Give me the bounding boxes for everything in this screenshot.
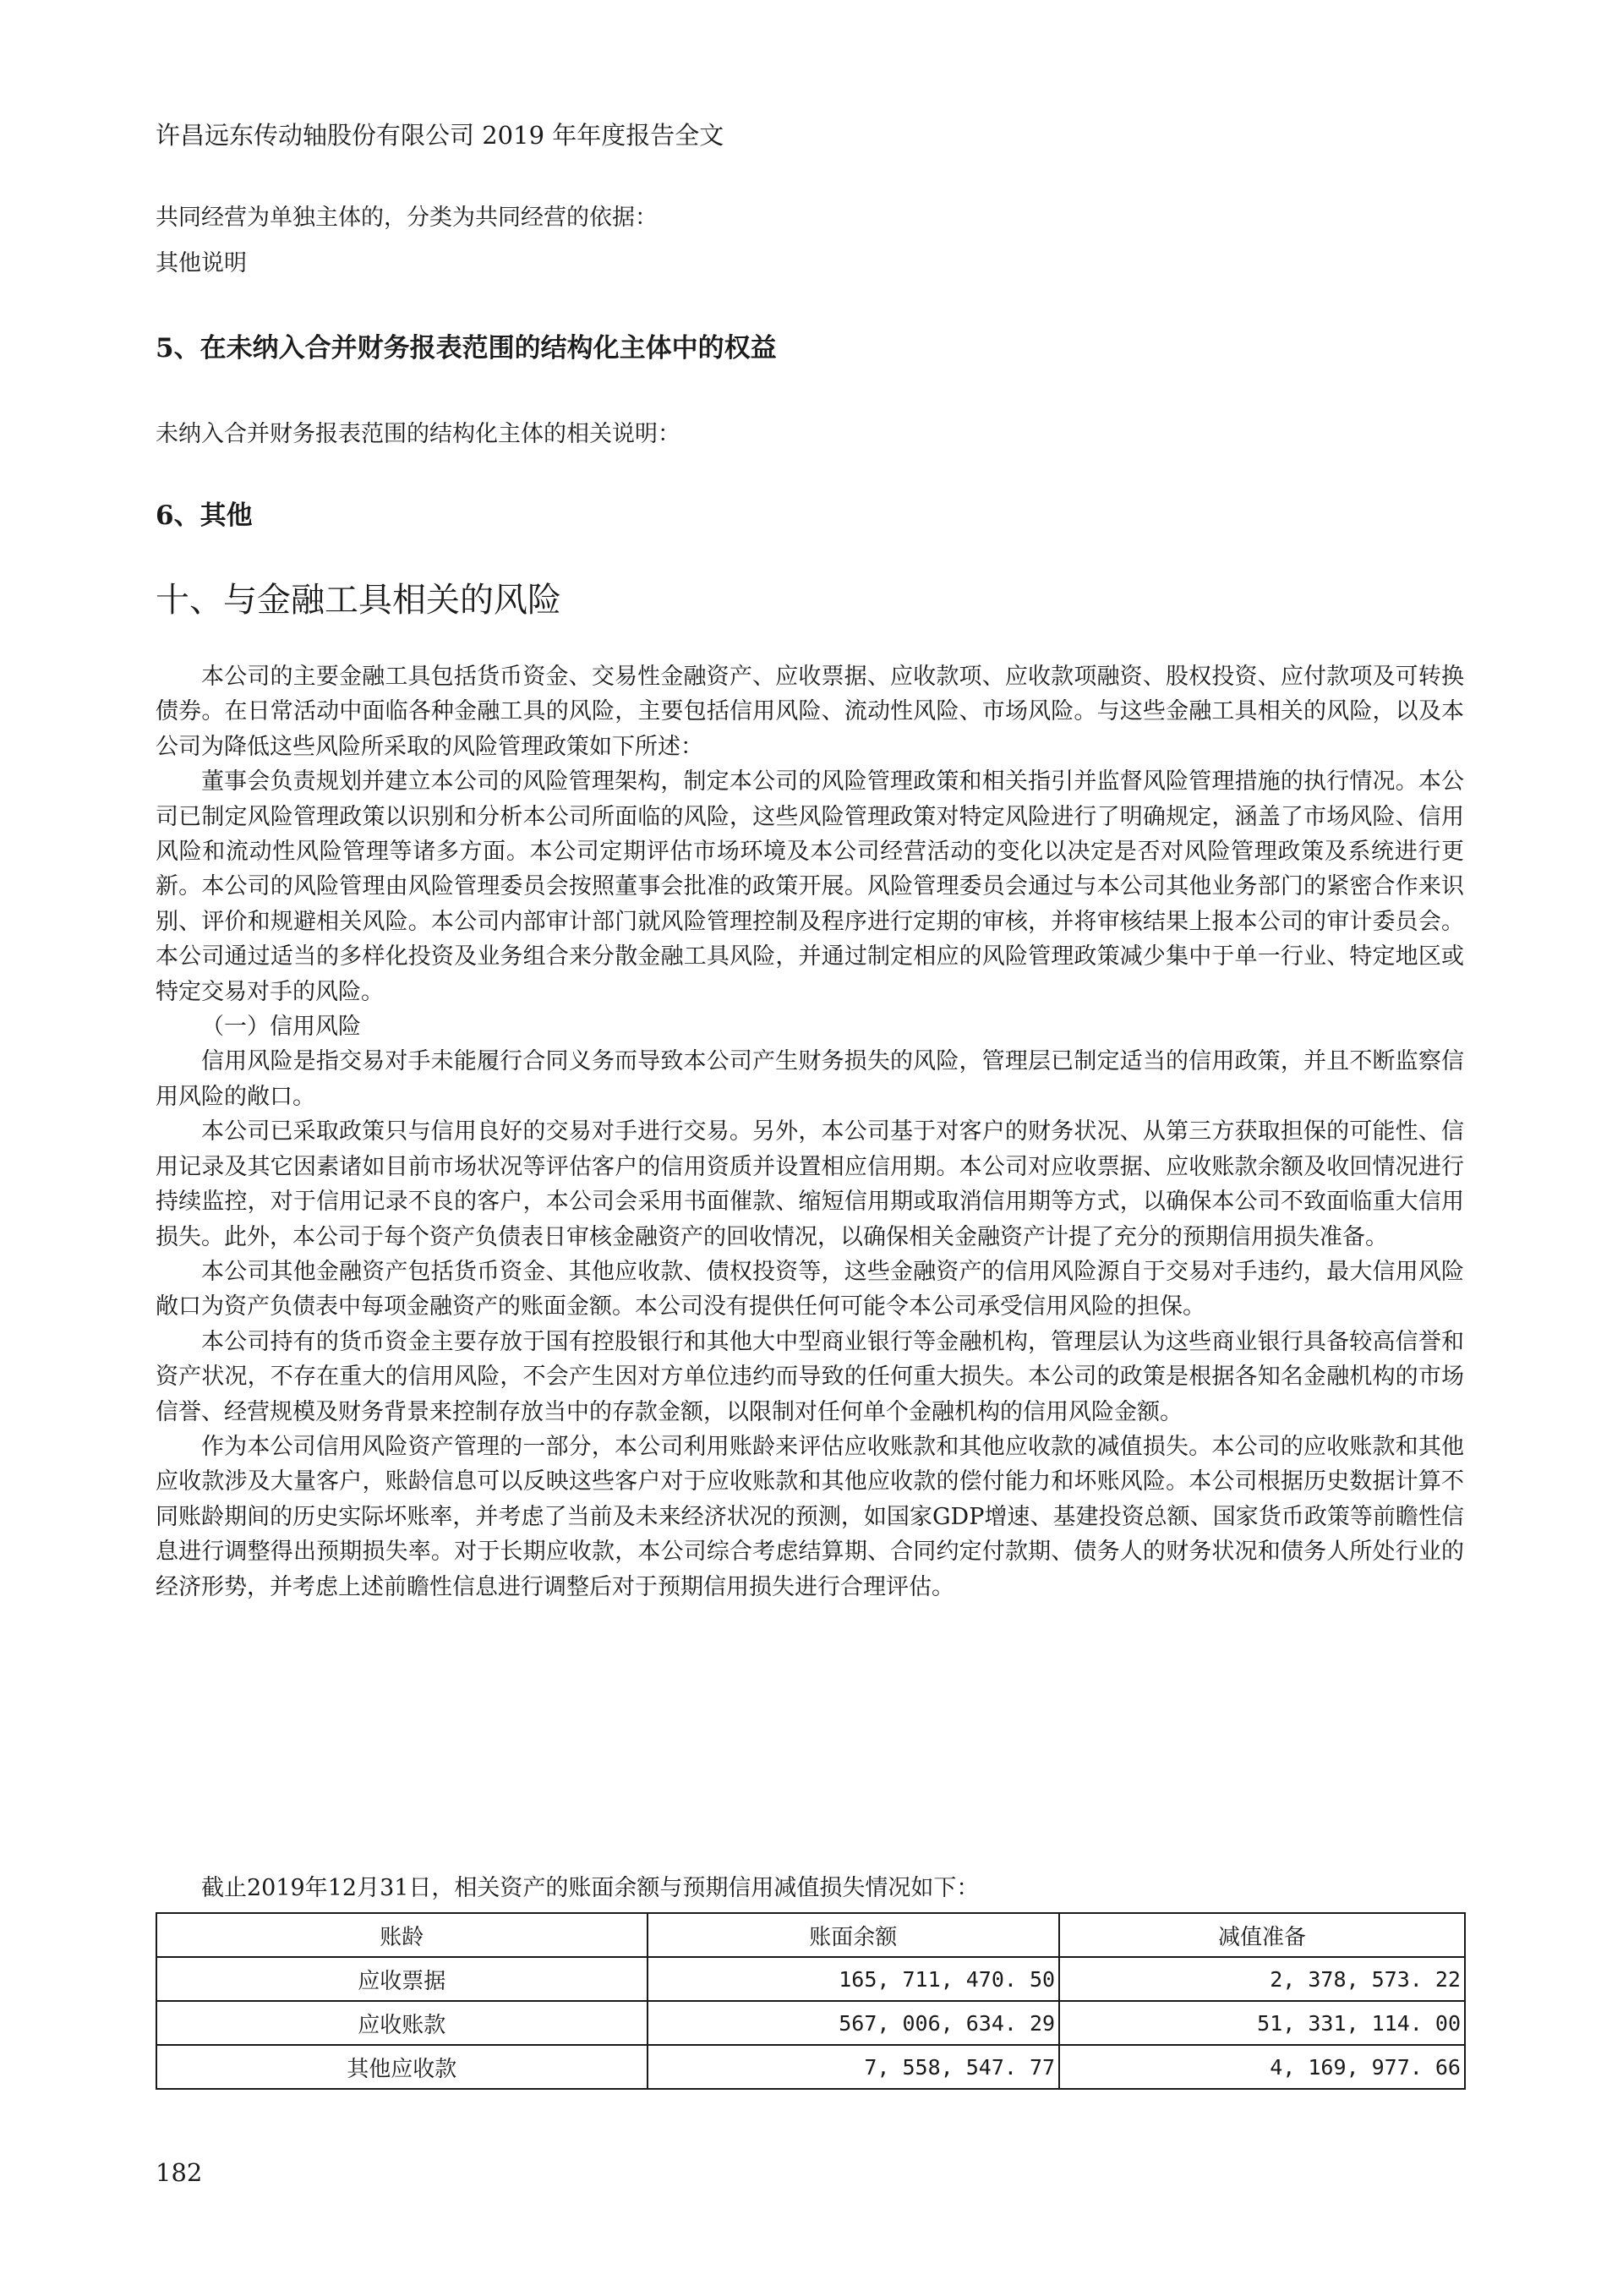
table-row [156,2001,1465,2045]
paragraph: 本公司的主要金融工具包括货币资金、交易性金融资产、应收票据、应收款项、应收款项融资、股权投资、应付款项及可转换债券。在日常活动中面临各种金融工具的风险，主要包括信用风险、流动性风险、市场风险。与这些金融工具相关的风险，以及本公司为降低这些风险所采取的风险管理政策如下所述： [156,664,1464,760]
column-header-book-balance: 账面余额 [648,1913,1060,1957]
table-row [156,2045,1465,2089]
page-number: 182 [156,2158,203,2187]
paragraph: 作为本公司信用风险资产管理的一部分，本公司利用账龄来评估应收账款和其他应收款的减值损失。本公司的应收账款和其他应收款涉及大量客户，账龄信息可以反映这些客户对于应收账款和其他应收款的偿付能力和坏账风险。本公司根据历史数据计算不同账龄期间的历史实际坏账率，并考虑了当前及未来经济状况的预测，如国家GDP增速、基建投资总额、国家货币政策等前瞻性信息进行调整得出预期损失率。对于长期应收款，本公司综合考虑结算期、合同约定付款期、债务人的财务状况和债务人所处行业的经济形势，并考虑上述前瞻性信息进行调整后对于预期信用损失进行合理评估。 [156,1433,1464,1600]
paragraph: 董事会负责规划并建立本公司的风险管理架构，制定本公司的风险管理政策和相关指引并监督风险管理措施的执行情况。本公司已制定风险管理政策以识别和分析本公司所面临的风险，这些风险管理政策对特定风险进行了明确规定，涵盖了市场风险、信用风险和流动性风险管理等诸多方面。本公司定期评估市场环境及本公司经营活动的变化以决定是否对风险管理政策及系统进行更新。本公司的风险管理由风险管理委员会按照董事会批准的政策开展。风险管理委员会通过与本公司其他业务部门的紧密合作来识别、评价和规避相关风险。本公司内部审计部门就风险管理控制及程序进行定期的审核，并将审核结果上报本公司的审计委员会。本公司通过适当的多样化投资及业务组合来分散金融工具风险，并通过制定相应的风险管理政策减少集中于单一行业、特定地区或特定交易对手的风险。 [156,768,1464,1005]
body-text [156,659,1464,1604]
row-label: 其他应收款 [156,2045,648,2089]
subheading-credit-risk: （一）信用风险 [201,1014,361,1041]
row-label: 应收账款 [156,2001,648,2045]
heading-unconsolidated-entities: 5、在未纳入合并财务报表范围的结构化主体中的权益 [156,333,777,364]
impairment-cell: 2, 378, 573. 22 [1059,1957,1465,2001]
row-label: 应收票据 [156,1957,648,2001]
table-row [156,1957,1465,2001]
paragraph: 本公司已采取政策只与信用良好的交易对手进行交易。另外，本公司基于对客户的财务状况、从第三方获取担保的可能性、信用记录及其它因素诸如目前市场状况等评估客户的信用资质并设置相应信用期。本公司对应收票据、应收账款余额及收回情况进行持续监控，对于信用记录不良的客户，本公司会采用书面催款、缩短信用期或取消信用期等方式，以确保本公司不致面临重大信用损失。此外，本公司于每个资产负债表日审核金融资产的回收情况，以确保相关金融资产计提了充分的预期信用损失准备。 [156,1118,1464,1250]
book-balance-cell: 567, 006, 634. 29 [648,2001,1060,2045]
paragraph: 信用风险是指交易对手未能履行合同义务而导致本公司产生财务损失的风险，管理层已制定适当的信用政策，并且不断监察信用风险的敞口。 [156,1048,1464,1110]
book-balance-cell: 7, 558, 547. 77 [648,2045,1060,2089]
column-header-aging: 账龄 [156,1913,648,1957]
impairment-cell: 4, 169, 977. 66 [1059,2045,1465,2089]
book-balance-cell: 165, 711, 470. 50 [648,1957,1060,2001]
unconsolidated-entities-desc: 未纳入合并财务报表范围的结构化主体的相关说明： [156,421,680,447]
impairment-cell: 51, 331, 114. 00 [1059,2001,1465,2045]
paragraph: 本公司其他金融资产包括货币资金、其他应收款、债权投资等，这些金融资产的信用风险源自于交易对手违约，最大信用风险敞口为资产负债表中每项金融资产的账面金额。本公司没有提供任何可能令本公司承受信用风险的担保。 [156,1258,1464,1320]
other-notes-text: 其他说明 [156,250,247,276]
paragraph: 本公司持有的货币资金主要存放于国有控股银行和其他大中型商业银行等金融机构，管理层认为这些商业银行具备较高信誉和资产状况，不存在重大的信用风险，不会产生因对方单位违约而导致的任何重大损失。本公司的政策是根据各知名金融机构的市场信誉、经营规模及财务背景来控制存放当中的存款金额，以限制对任何单个金融机构的信用风险金额。 [156,1328,1464,1425]
report-header: 许昌远东传动轴股份有限公司 2019 年年度报告全文 [156,121,724,150]
credit-loss-table [156,1912,1466,2090]
table-header-row [156,1913,1465,1957]
column-header-impairment: 减值准备 [1059,1913,1465,1957]
table-caption: 截止2019年12月31日，相关资产的账面余额与预期信用减值损失情况如下： [201,1875,980,1901]
joint-operation-basis-text: 共同经营为单独主体的，分类为共同经营的依据： [156,205,658,231]
heading-other: 6、其他 [156,500,253,531]
section-title-financial-risk: 十、与金融工具相关的风险 [156,581,561,620]
